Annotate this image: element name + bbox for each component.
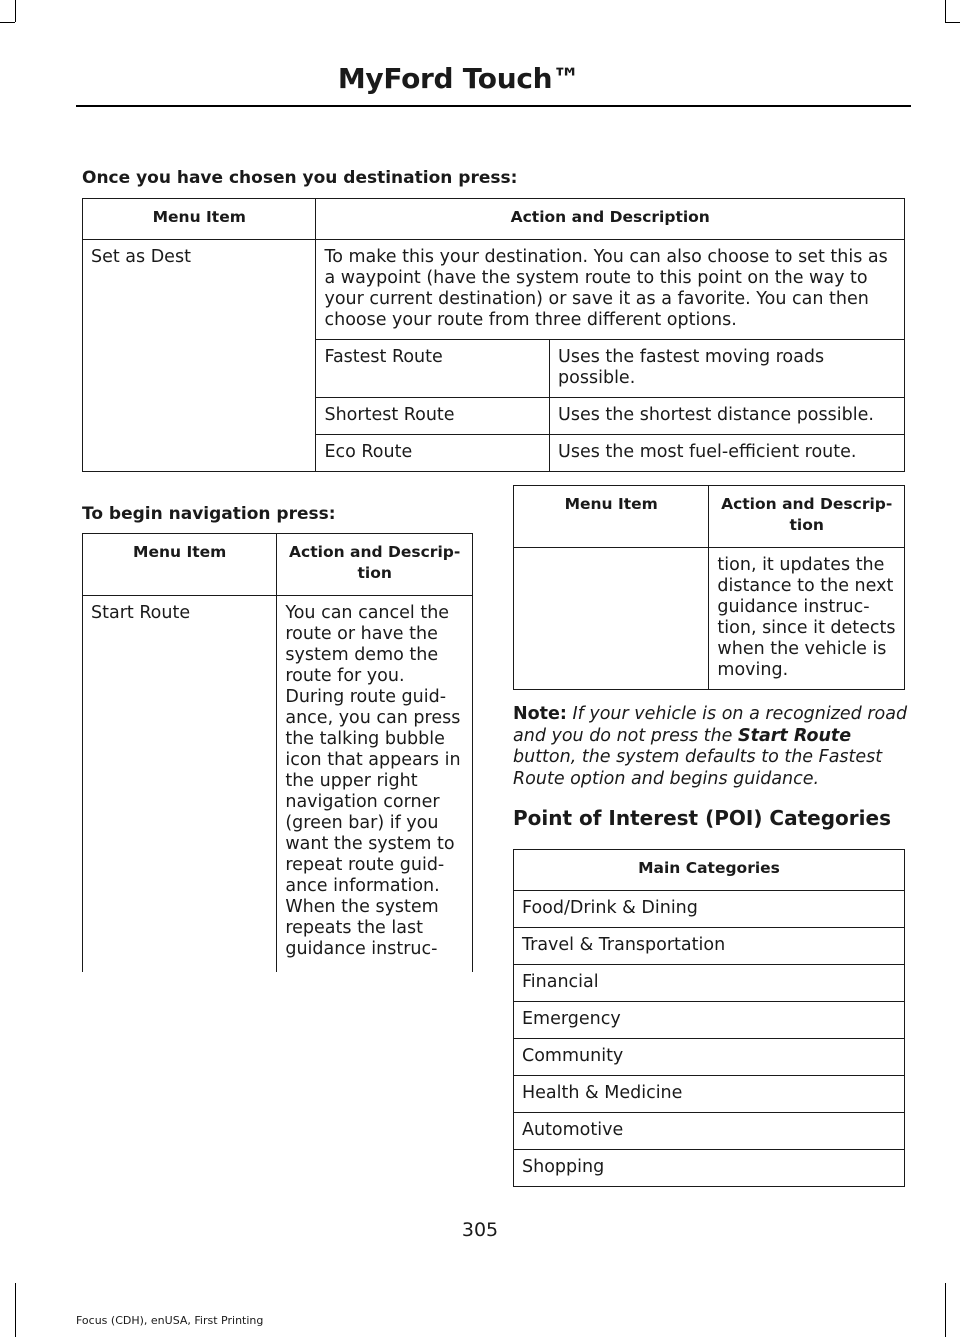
crop-mark	[945, 0, 946, 22]
footer-imprint: Focus (CDH), enUSA, First Printing	[76, 1314, 264, 1327]
category-row: Financial	[514, 965, 905, 1002]
option-name-eco: Eco Route	[316, 435, 550, 472]
page-number: 305	[461, 1219, 499, 1241]
option-desc-shortest: Uses the shortest distance possible.	[550, 398, 905, 435]
destination-table	[82, 198, 905, 472]
description-cell-set-as-dest: To make this your destination. You can also choose to set this as a waypoint (have the system route to this point on the way to your current destination) or save it as a favorite. You can then choose your route from three different options.	[316, 240, 905, 340]
category-row: Travel & Transportation	[514, 928, 905, 965]
category-row: Shopping	[514, 1150, 905, 1187]
destination-heading: Once you have chosen you destination press:	[82, 168, 518, 188]
note-label: Note:	[513, 704, 567, 724]
crop-mark	[945, 22, 960, 23]
column-header-menu-item: Menu Item	[83, 199, 316, 240]
navigation-table-continued	[513, 485, 905, 690]
navigation-table	[82, 533, 473, 972]
description-cell-continued: tion, it updates the distance to the next guidance instruc- tion, since it detects when the vehicle is moving.	[709, 548, 905, 690]
column-header-menu-item: Menu Item	[514, 486, 709, 548]
column-header-main-categories: Main Categories	[514, 850, 905, 891]
column-header-menu-item: Menu Item	[83, 534, 277, 596]
option-name-shortest: Shortest Route	[316, 398, 550, 435]
crop-mark	[945, 1283, 946, 1337]
category-row: Automotive	[514, 1113, 905, 1150]
category-row: Food/Drink & Dining	[514, 891, 905, 928]
menu-cell-start-route: Start Route	[83, 596, 277, 972]
column-header-action: Action and Descrip- tion	[277, 534, 473, 596]
option-desc-fastest: Uses the fastest moving roads possible.	[550, 340, 905, 398]
menu-cell-empty	[514, 548, 709, 690]
menu-cell-set-as-dest: Set as Dest	[83, 240, 316, 472]
column-header-action: Action and Descrip- tion	[709, 486, 905, 548]
column-header-action: Action and Description	[316, 199, 905, 240]
option-name-fastest: Fastest Route	[316, 340, 550, 398]
option-desc-eco: Uses the most fuel-efficient route.	[550, 435, 905, 472]
header-rule	[76, 105, 911, 107]
category-row: Health & Medicine	[514, 1076, 905, 1113]
note-text-after: button, the system defaults to the Fastest Route option and begins guidance.	[513, 747, 883, 789]
crop-mark	[15, 0, 16, 22]
page-header-title: MyFord Touch™	[337, 62, 580, 95]
description-cell-start-route: You can cancel the route or have the system demo the route for you. During route guid- ance, you can press the talking bubble icon that appears in the upper right navigation corner (green bar) if you want the system to repeat route guid- ance information. When the system repeats the last guidance instruc-	[277, 596, 473, 972]
poi-heading: Point of Interest (POI) Categories	[513, 806, 891, 830]
category-row: Emergency	[514, 1002, 905, 1039]
crop-mark	[0, 22, 15, 23]
navigation-heading: To begin navigation press:	[82, 504, 336, 524]
note-paragraph	[513, 704, 908, 790]
poi-categories-table	[513, 849, 905, 1187]
note-text-before: If your vehicle is on a recognized road and you do not press the	[513, 704, 908, 746]
crop-mark	[15, 1283, 16, 1337]
category-row: Community	[514, 1039, 905, 1076]
note-button-name: Start Route	[737, 725, 852, 746]
